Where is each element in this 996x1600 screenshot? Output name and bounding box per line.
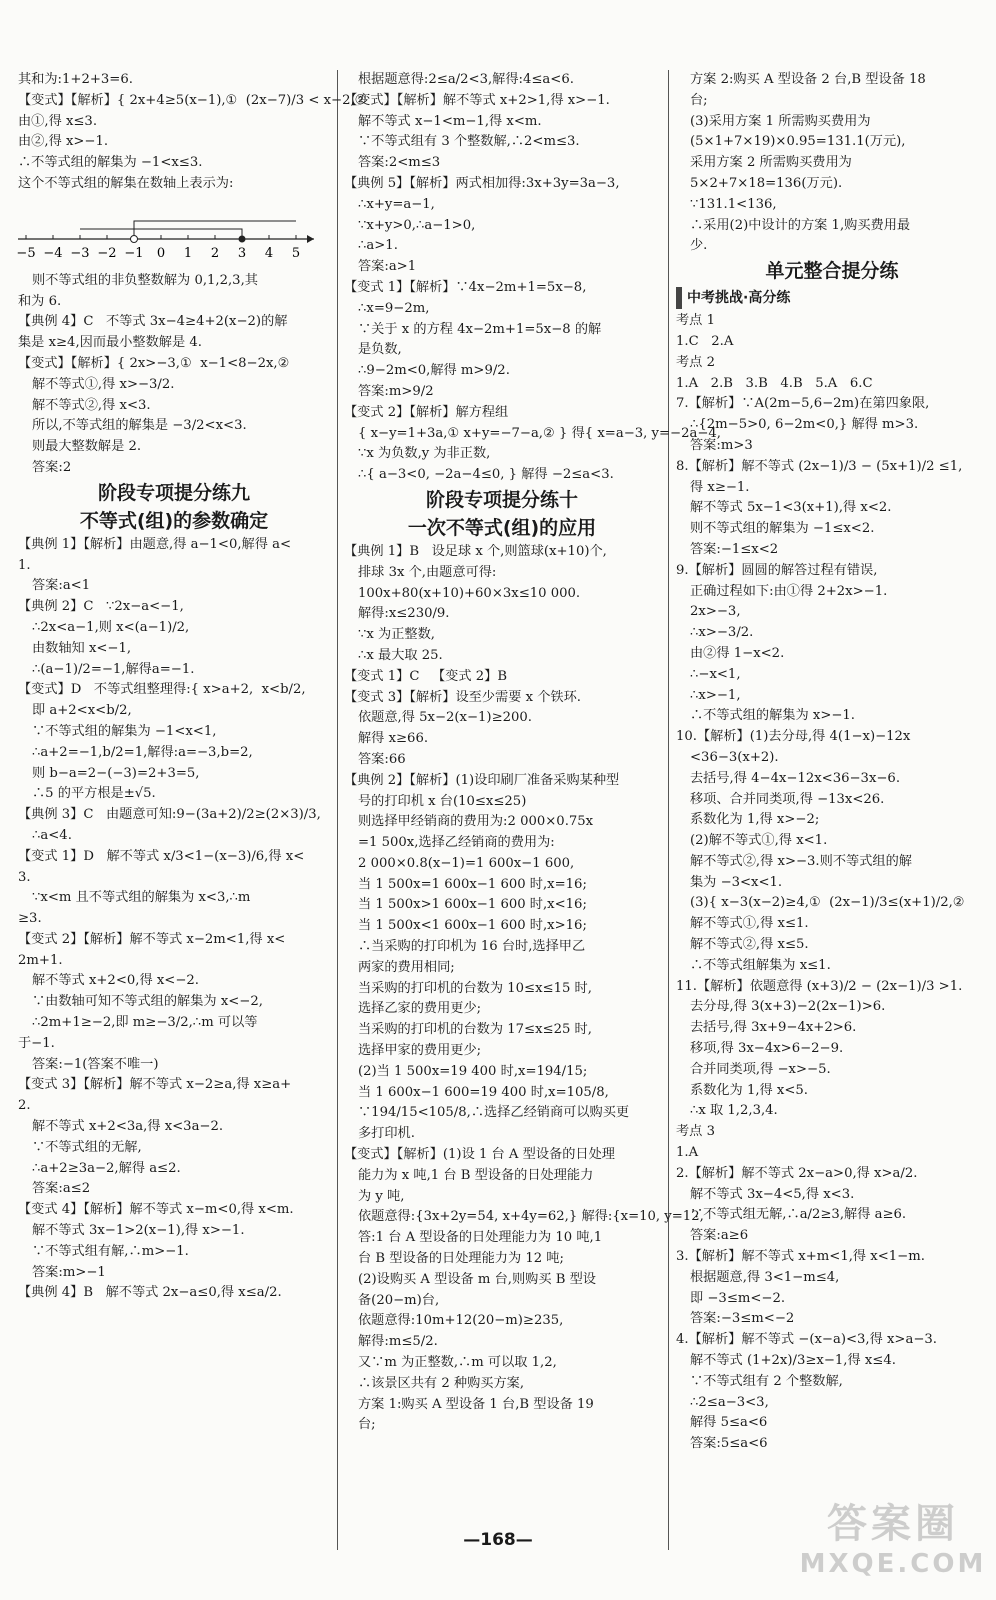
text-line: 2x>−3, xyxy=(690,604,741,620)
text-line: 答案:a≥6 xyxy=(690,1228,749,1244)
text-line: 9.【解析】圆圆的解答过程有错误, xyxy=(676,562,878,578)
site-watermark xyxy=(798,1500,988,1592)
number-line-tick-label: 0 xyxy=(156,245,166,261)
text-line: ∵不等式组的无解, xyxy=(32,1139,142,1155)
text-line: ∴a<4. xyxy=(32,827,72,843)
text-line: ∴x>−3/2. xyxy=(690,625,754,641)
text-line: 【变式 1】【解析】∵4x−2m+1=5x−8, xyxy=(344,279,587,295)
text-line: 移项、合并同类项,得 −13x<26. xyxy=(690,791,885,807)
text-line: 由①,得 x≤3. xyxy=(18,113,98,129)
text-line: 答案:5≤a<6 xyxy=(690,1436,768,1452)
text-line: 答案:−3≤m<−2 xyxy=(690,1311,795,1327)
number-line-tick-label: 3 xyxy=(237,245,247,261)
text-line: 【变式】D 不等式组整理得:{ x>a+2, x<b/2, xyxy=(18,682,306,698)
text-line: ∴x 取 1,2,3,4. xyxy=(690,1103,778,1119)
text-line: (2)当 1 500x=19 400 时,x=194/15; xyxy=(358,1063,588,1079)
text-line: 即 −3≤m<−2. xyxy=(690,1290,786,1306)
text-line: 为 y 吨, xyxy=(358,1188,405,1204)
text-line: 正确过程如下:由①得 2+2x>−1. xyxy=(690,583,888,599)
text-line: 方案 2:购买 A 型设备 2 台,B 型设备 18 xyxy=(690,72,926,87)
text-line: ∴该景区共有 2 种购买方案, xyxy=(358,1375,525,1391)
text-line: 答案:−1≤x<2 xyxy=(690,541,779,557)
text-line: 8.【解析】解不等式 (2x−1)/3 − (5x+1)/2 ≤1, xyxy=(676,458,963,474)
text-line: <36−3(x+2). xyxy=(690,749,779,765)
number-line-tick-label: −3 xyxy=(70,245,90,261)
section-heading: 阶段专项提分练九 xyxy=(97,481,250,504)
text-line: ∴a>1. xyxy=(358,238,398,254)
text-line: 得 x≥−1. xyxy=(690,479,750,495)
text-line: 【变式 3】【解析】解不等式 x−2≥a,得 x≥a+ xyxy=(18,1077,292,1093)
text-line: (3)采用方案 1 所需购买费用为 xyxy=(690,113,871,129)
text-line: ∴不等式组的解集为 −1<x≤3. xyxy=(18,155,203,171)
text-line: 和为 6. xyxy=(18,293,62,309)
text-line: 解得:x≤230/9. xyxy=(358,606,450,622)
text-line: 系数化为 1,得 x<5. xyxy=(690,1082,808,1098)
text-line: 【典例 2】C ∵2x−a<−1, xyxy=(18,599,184,615)
text-line: 解不等式②,得 x>−3.则不等式组的解 xyxy=(690,853,912,869)
text-line: 答案:a>1 xyxy=(358,259,417,275)
text-line: 依题意得:10m+12(20−m)≥235, xyxy=(358,1313,564,1329)
column-right xyxy=(676,70,988,1455)
text-line: 解不等式①,得 x>−3/2. xyxy=(32,376,175,392)
text-line: ∴不等式组的解集为 x>−1. xyxy=(690,708,855,724)
text-line: 7.【解析】∵A(2m−5,6−2m)在第四象限, xyxy=(676,396,930,412)
text-line: 去括号,得 3x+9−4x+2>6. xyxy=(690,1020,857,1036)
text-line: 3. xyxy=(18,869,31,885)
text-line: =1 500x,选择乙经销商的费用为: xyxy=(358,835,555,851)
number-line-svg xyxy=(18,199,318,269)
section-heading: 一次不等式(组)的应用 xyxy=(407,516,597,539)
text-line: 则最大整数解是 2. xyxy=(32,439,142,455)
section-heading: 单元整合提分练 xyxy=(765,260,899,283)
text-line: 当 1 600x−1 600=19 400 时,x=105/8, xyxy=(358,1084,609,1100)
text-line: 台; xyxy=(358,1417,376,1433)
text-line: 即 a+2<x<b/2, xyxy=(32,703,132,719)
text-line: ∴{ a−3<0, −2a−4≤0, } 解得 −2≤a<3. xyxy=(358,467,614,483)
text-line: ∴x=9−2m, xyxy=(358,300,430,316)
text-line: 1. xyxy=(18,557,31,573)
text-line: { x−y=1+3a,① x+y=−7−a,② } 得{ x=a−3, y=−2a−4, xyxy=(358,425,721,441)
text-line: 答案:a<1 xyxy=(32,578,91,594)
text-line: 答案:m>−1 xyxy=(32,1264,106,1280)
text-line: 则不等式组的解集为 −1≤x<2. xyxy=(690,521,875,537)
number-line-tick-label: −5 xyxy=(16,245,36,261)
text-line: 【变式 2】【解析】解不等式 x−2m<1,得 x< xyxy=(18,931,286,947)
text-line: 【变式 1】D 解不等式 x/3<1−(x−3)/6,得 x< xyxy=(18,848,305,864)
column-divider-2 xyxy=(668,70,669,1550)
text-line: 解不等式 3x−1>2(x−1),得 x>−1. xyxy=(32,1223,245,1239)
text-line: 【典例 1】B 设足球 x 个,则篮球(x+10)个, xyxy=(344,543,607,559)
text-line: 5×2+7×18=136(万元). xyxy=(690,175,843,191)
number-line-tick-label: 5 xyxy=(291,245,301,261)
text-line: 选择乙家的费用更少; xyxy=(358,1001,482,1017)
text-line: 答案:m>3 xyxy=(690,437,753,453)
text-line: ∵x<m 且不等式组的解集为 x<3,∴m xyxy=(32,890,251,906)
text-line: 当采购的打印机的台数为 17≤x≤25 时, xyxy=(358,1022,592,1038)
text-line: 台; xyxy=(690,92,708,108)
text-line: 2m+1. xyxy=(18,952,63,968)
text-line: 【典例 5】【解析】两式相加得:3x+3y=3a−3, xyxy=(344,175,620,191)
open-point xyxy=(131,235,138,242)
text-line: 2.【解析】解不等式 2x−a>0,得 x>a/2. xyxy=(676,1165,918,1181)
text-line: 答案:66 xyxy=(358,751,406,767)
text-line: 去分母,得 3(x+3)−2(2x−1)>6. xyxy=(690,999,886,1015)
text-line: 两家的费用相同; xyxy=(358,959,455,975)
text-line: 100x+80(x+10)+60×3x≤10 000. xyxy=(358,585,581,601)
text-line: 系数化为 1,得 x>−2; xyxy=(690,812,820,828)
number-line-tick-label: −4 xyxy=(43,245,63,261)
text-line: 【变式 3】【解析】设至少需要 x 个铁环. xyxy=(344,689,581,705)
text-line: 集为 −3<x<1. xyxy=(690,874,783,890)
text-line: ∴−x<1, xyxy=(690,666,741,682)
text-line: ∴a+2=−1,b/2=1,解得:a=−3,b=2, xyxy=(32,744,253,760)
text-line: 少. xyxy=(690,238,708,254)
text-line: 考点 1 xyxy=(676,313,715,329)
text-line: ∴x 最大取 25. xyxy=(358,647,443,663)
number-line-tick-label: 4 xyxy=(264,245,274,261)
text-line: 去括号,得 4−4x−12x<36−3x−6. xyxy=(690,770,901,786)
number-line-tick-label: 1 xyxy=(183,245,193,261)
text-line: 1.A xyxy=(676,1145,699,1161)
text-line: (2)解不等式①,得 x<1. xyxy=(690,833,828,849)
watermark-logo-text: 答案圈 xyxy=(827,1501,959,1547)
text-line: 解不等式 5x−1<3(x+1),得 x<2. xyxy=(690,500,892,516)
text-line: 【变式 2】【解析】解方程组 xyxy=(344,404,509,420)
text-line: 根据题意得:2≤a/2<3,解得:4≤a<6. xyxy=(358,72,574,87)
text-line: 考点 3 xyxy=(676,1124,715,1140)
text-line: 解不等式②,得 x<3. xyxy=(32,397,151,413)
text-line: 【典例 4】C 不等式 3x−4≥4+2(x−2)的解 xyxy=(18,314,288,330)
text-line: ∵x 为正整数, xyxy=(358,627,435,643)
text-line: ∴5 的平方根是±√5. xyxy=(32,786,156,802)
text-line: ∴2m+1≥−2,即 m≥−3/2,∴m 可以等 xyxy=(32,1015,258,1031)
text-line: 【变式】【解析】(1)设 1 台 A 型设备的日处理 xyxy=(344,1147,615,1163)
text-line: 方案 1:购买 A 型设备 1 台,B 型设备 19 xyxy=(358,1396,594,1412)
text-line: 所以,不等式组的解集是 −3/2<x<3. xyxy=(32,418,247,434)
text-line: 答案:a≤2 xyxy=(32,1181,91,1197)
text-line: 号的打印机 x 台(10≤x≤25) xyxy=(358,793,527,809)
page-number: —168— xyxy=(463,1530,533,1550)
text-line: 解得 x≥66. xyxy=(358,731,429,747)
column-divider-1 xyxy=(337,70,338,1550)
text-line: ∵x 为负数,y 为非正数, xyxy=(358,446,491,462)
text-line: 解不等式 x+2<3a,得 x<3a−2. xyxy=(32,1119,224,1135)
section-heading: 不等式(组)的参数确定 xyxy=(79,509,269,532)
text-line: 【变式 4】【解析】解不等式 x−m<0,得 x<m. xyxy=(18,1202,294,1218)
text-line: 3.【解析】解不等式 x+m<1,得 x<1−m. xyxy=(676,1249,925,1265)
text-line: 答案:2<m≤3 xyxy=(358,155,441,171)
text-line: 答案:2 xyxy=(32,459,72,475)
text-line: 1.C 2.A xyxy=(676,333,734,349)
text-line: 合并同类项,得 −x>−5. xyxy=(690,1061,831,1077)
text-line: 解得:m≤5/2. xyxy=(358,1334,438,1350)
text-line: ∵194/15<105/8,∴选择乙经销商可以购买更 xyxy=(358,1105,630,1121)
text-line: 其和为:1+2+3=6. xyxy=(18,72,133,87)
text-line: 解不等式①,得 x≤1. xyxy=(690,916,809,932)
text-line: ∵131.1<136, xyxy=(690,196,777,212)
text-line: 则不等式组的非负整数解为 0,1,2,3,其 xyxy=(32,272,258,288)
text-line: ∵不等式组有解,∴m>−1. xyxy=(32,1243,189,1259)
text-line: 则选择甲经销商的费用为:2 000×0.75x xyxy=(358,814,594,830)
text-line: (5×1+7×19)×0.95=131.1(万元), xyxy=(690,134,906,150)
text-line: 集是 x≥4,因而最小整数解是 4. xyxy=(18,335,202,351)
text-line: 2. xyxy=(18,1098,31,1114)
text-line: 采用方案 2 所需购买费用为 xyxy=(690,155,852,171)
text-line: ∴9−2m<0,解得 m>9/2. xyxy=(358,363,510,379)
text-line: 台 B 型设备的日处理能力为 12 吨; xyxy=(358,1251,564,1267)
text-line: 解不等式 3x−4<5,得 x<3. xyxy=(690,1186,855,1202)
text-line: 备(20−m)台, xyxy=(358,1292,440,1308)
text-line: ∵不等式组无解,∴a/2≥3,解得 a≥6. xyxy=(690,1207,907,1223)
text-line: 由数轴知 x<−1, xyxy=(32,640,132,656)
text-line: (2)设购买 A 型设备 m 台,则购买 B 型设 xyxy=(358,1271,596,1287)
text-line: ∴不等式组解集为 x≤1. xyxy=(690,957,831,973)
text-line: 又∵m 为正整数,∴m 可以取 1,2, xyxy=(358,1355,557,1371)
text-line: ≥3. xyxy=(18,911,42,927)
text-line: 当 1 500x>1 600x−1 600 时,x<16; xyxy=(358,897,587,913)
text-line: 于−1. xyxy=(18,1035,55,1051)
text-line: 解不等式 x+2<0,得 x<−2. xyxy=(32,973,199,989)
text-line: 由②得 1−x<2. xyxy=(690,645,785,661)
number-line-tick-label: −2 xyxy=(97,245,117,261)
text-line: 根据题意,得 3<1−m≤4, xyxy=(690,1269,840,1285)
text-line: 解不等式 (1+2x)/3≥x−1,得 x≤4. xyxy=(690,1353,896,1369)
text-line: 【变式】【解析】{ 2x+4≥5(x−1),① (2x−7)/3 < x−2,② xyxy=(18,92,367,108)
text-line: 则 b−a=2−(−3)=2+3=5, xyxy=(32,765,200,781)
subsection-heading: 中考挑战·高分练 xyxy=(676,287,988,309)
text-line: ∴a+2≥3a−2,解得 a≤2. xyxy=(32,1160,181,1176)
text-line: 4.【解析】解不等式 −(x−a)<3,得 x>a−3. xyxy=(676,1332,937,1348)
text-line: 【变式】【解析】解不等式 x+2>1,得 x>−1. xyxy=(344,92,610,108)
text-line: 【典例 4】B 解不等式 2x−a≤0,得 x≤a/2. xyxy=(18,1285,282,1301)
text-line: 解得 5≤a<6 xyxy=(690,1415,768,1431)
text-line: ∵关于 x 的方程 4x−2m+1=5x−8 的解 xyxy=(358,321,602,337)
text-line: 由②,得 x>−1. xyxy=(18,134,109,150)
text-line: 是负数, xyxy=(358,342,402,358)
text-line: 移项,得 3x−4x>6−2−9. xyxy=(690,1041,844,1057)
text-line: 当 1 500x<1 600x−1 600 时,x>16; xyxy=(358,918,587,934)
text-line: 依题意得:{3x+2y=54, x+4y=62,} 解得:{x=10, y=12, xyxy=(358,1209,704,1225)
text-line: ∴当采购的打印机为 16 台时,选择甲乙 xyxy=(358,939,586,955)
text-line: 当 1 500x=1 600x−1 600 时,x=16; xyxy=(358,876,587,892)
text-line: 【典例 3】C 由题意可知:9−(3a+2)/2≥(2×3)/3, xyxy=(18,807,321,823)
text-line: 这个不等式组的解集在数轴上表示为: xyxy=(18,175,234,191)
text-line: 依题意,得 5x−2(x−1)≥200. xyxy=(358,710,532,726)
text-line: 多打印机. xyxy=(358,1126,415,1142)
text-line: 解不等式 x−1<m−1,得 x<m. xyxy=(358,113,542,129)
text-line: (3){ x−3(x−2)≥4,① (2x−1)/3≤(x+1)/2,② xyxy=(690,895,965,911)
text-line: 考点 2 xyxy=(676,354,715,370)
text-line: 排球 3x 个,由题意可得: xyxy=(358,564,497,580)
closed-point xyxy=(239,235,246,242)
text-line: 解不等式②,得 x≤5. xyxy=(690,937,809,953)
text-line: ∴2≤a−3<3, xyxy=(690,1394,769,1410)
text-line: ∴(a−1)/2=−1,解得a=−1. xyxy=(32,661,195,677)
number-line-tick-label: −1 xyxy=(124,245,144,261)
number-line-figure xyxy=(18,199,330,269)
section-heading: 阶段专项提分练十 xyxy=(425,488,578,511)
text-line: 选择甲家的费用更少; xyxy=(358,1043,482,1059)
text-line: ∵不等式组有 2 个整数解, xyxy=(690,1373,843,1389)
text-line: ∴x+y=a−1, xyxy=(358,196,435,212)
text-line: 10.【解析】(1)去分母,得 4(1−x)−12x xyxy=(676,729,911,745)
text-line: 答案:m>9/2 xyxy=(358,383,434,399)
text-line: 【变式】【解析】{ 2x>−3,① x−1<8−2x,② xyxy=(18,355,290,371)
text-line: ∵不等式组的解集为 −1<x<1, xyxy=(32,723,217,739)
text-line: 当采购的打印机的台数为 10≤x≤15 时, xyxy=(358,980,592,996)
text-line: ∴x>−1, xyxy=(690,687,741,703)
text-line: ∴2x<a−1,则 x<(a−1)/2, xyxy=(32,619,190,635)
text-line: 【变式 1】C 【变式 2】B xyxy=(344,668,508,684)
axis-arrow-icon xyxy=(307,235,314,243)
text-line: 11.【解析】依题意得 (x+3)/2 − (2x−1)/3 >1. xyxy=(676,978,963,994)
text-line: 答案:−1(答案不唯一) xyxy=(32,1056,159,1072)
text-line: 能力为 x 吨,1 台 B 型设备的日处理能力 xyxy=(358,1167,594,1183)
number-line-tick-label: 2 xyxy=(210,245,220,261)
text-line: 答:1 台 A 型设备的日处理能力为 10 吨,1 xyxy=(358,1230,603,1246)
text-line: 【典例 2】【解析】(1)设印刷厂准备采购某种型 xyxy=(344,772,620,788)
text-line: ∵由数轴可知不等式组的解集为 x<−2, xyxy=(32,994,263,1010)
text-line: 2 000×0.8(x−1)=1 600x−1 600, xyxy=(358,855,575,871)
text-line: 【典例 1】【解析】由题意,得 a−1<0,解得 a< xyxy=(18,536,292,552)
watermark-url: MXQE.COM xyxy=(799,1549,987,1579)
text-line: ∴{2m−5>0, 6−2m<0,} 解得 m>3. xyxy=(690,417,919,433)
text-line: 1.A 2.B 3.B 4.B 5.A 6.C xyxy=(676,375,873,391)
text-line: ∵不等式组有 3 个整数解,∴2<m≤3. xyxy=(358,134,580,150)
text-line: ∴采用(2)中设计的方案 1,购买费用最 xyxy=(690,217,911,233)
column-left xyxy=(16,70,367,1304)
text-line: ∵x+y>0,∴a−1>0, xyxy=(358,217,476,233)
